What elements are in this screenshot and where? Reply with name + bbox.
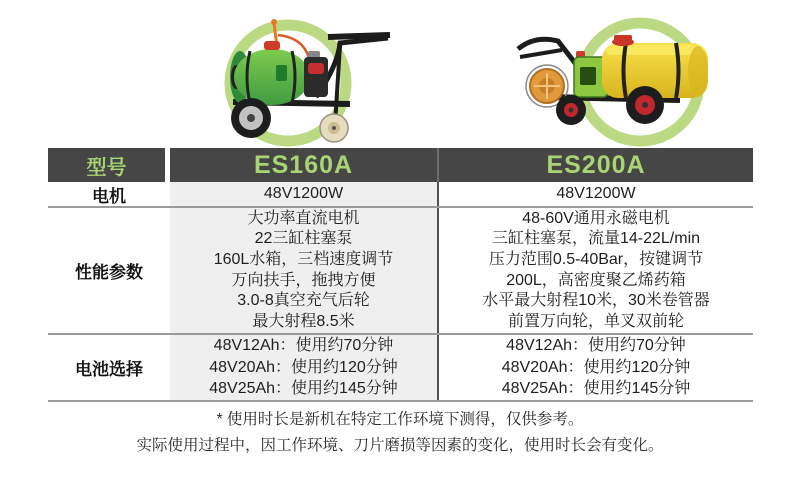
header-es200a: ES200A — [437, 148, 753, 182]
spec-line: 48V1200W — [556, 185, 636, 202]
footnotes — [0, 407, 800, 459]
product-image-es200a — [490, 5, 775, 150]
es160a-sprayer-illustration — [188, 5, 393, 150]
spec-line: 22三缸柱塞泵 — [254, 230, 353, 248]
row-performance-label: 性能参数 — [48, 208, 170, 333]
spec-line: 48V1200W — [263, 185, 344, 202]
header-model-label-cell — [48, 148, 170, 182]
spec-line: 最大射程8.5米 — [252, 312, 355, 330]
spec-table — [48, 148, 753, 402]
es200a-sprayer-illustration — [490, 5, 775, 150]
motor-es160a-cell — [170, 182, 437, 206]
table-header-row — [48, 148, 753, 182]
spec-line: 压力范围0.5-40Bar，按键调节 — [488, 250, 704, 268]
spec-line: 三缸柱塞泵，流量14-22L/min — [491, 230, 701, 248]
footnote-line-2: 实际使用过程中，因工作环境、刀片磨损等因素的变化，使用时长会有变化。 — [136, 437, 664, 454]
row-battery — [48, 333, 753, 400]
row-battery-label: 电池选择 — [48, 335, 170, 400]
spec-line: 48V20Ah：使用约120分钟 — [209, 358, 398, 376]
motor-es200a-cell — [437, 182, 753, 206]
spec-line: 48V25Ah：使用约145分钟 — [501, 380, 691, 398]
header-es160a: ES160A — [170, 148, 437, 182]
spec-line: 200L，高密度聚乙烯药箱 — [506, 271, 686, 289]
battery-es200a-cell — [437, 335, 753, 400]
spec-line: 48V12Ah：使用约70分钟 — [506, 337, 686, 355]
product-image-es160a — [188, 5, 393, 150]
model-label: 型号 — [48, 148, 165, 182]
spec-line: 48-60V通用永磁电机 — [522, 209, 670, 227]
spec-line: 万向扶手，拖拽方便 — [231, 271, 376, 289]
row-motor — [48, 182, 753, 206]
spec-line: 3.0-8真空充气后轮 — [237, 292, 370, 310]
row-performance — [48, 206, 753, 333]
spec-line: 大功率直流电机 — [247, 209, 360, 227]
spec-line: 48V25Ah：使用约145分钟 — [209, 380, 398, 398]
row-motor-label: 电机 — [48, 182, 170, 206]
spec-line: 48V12Ah：使用约70分钟 — [213, 337, 394, 355]
footnote-line-1: * 使用时长是新机在特定工作环境下测得，仅供参考。 — [216, 411, 584, 428]
spec-line: 水平最大射程10米，30米卷管器 — [482, 292, 710, 310]
performance-es200a-cell — [437, 208, 753, 333]
battery-es160a-cell — [170, 335, 437, 400]
performance-es160a-cell — [170, 208, 437, 333]
spec-line: 前置万向轮，单叉双前轮 — [507, 312, 684, 330]
spec-line: 160L水箱，三档速度调节 — [213, 250, 394, 268]
spec-line: 48V20Ah：使用约120分钟 — [501, 358, 691, 376]
